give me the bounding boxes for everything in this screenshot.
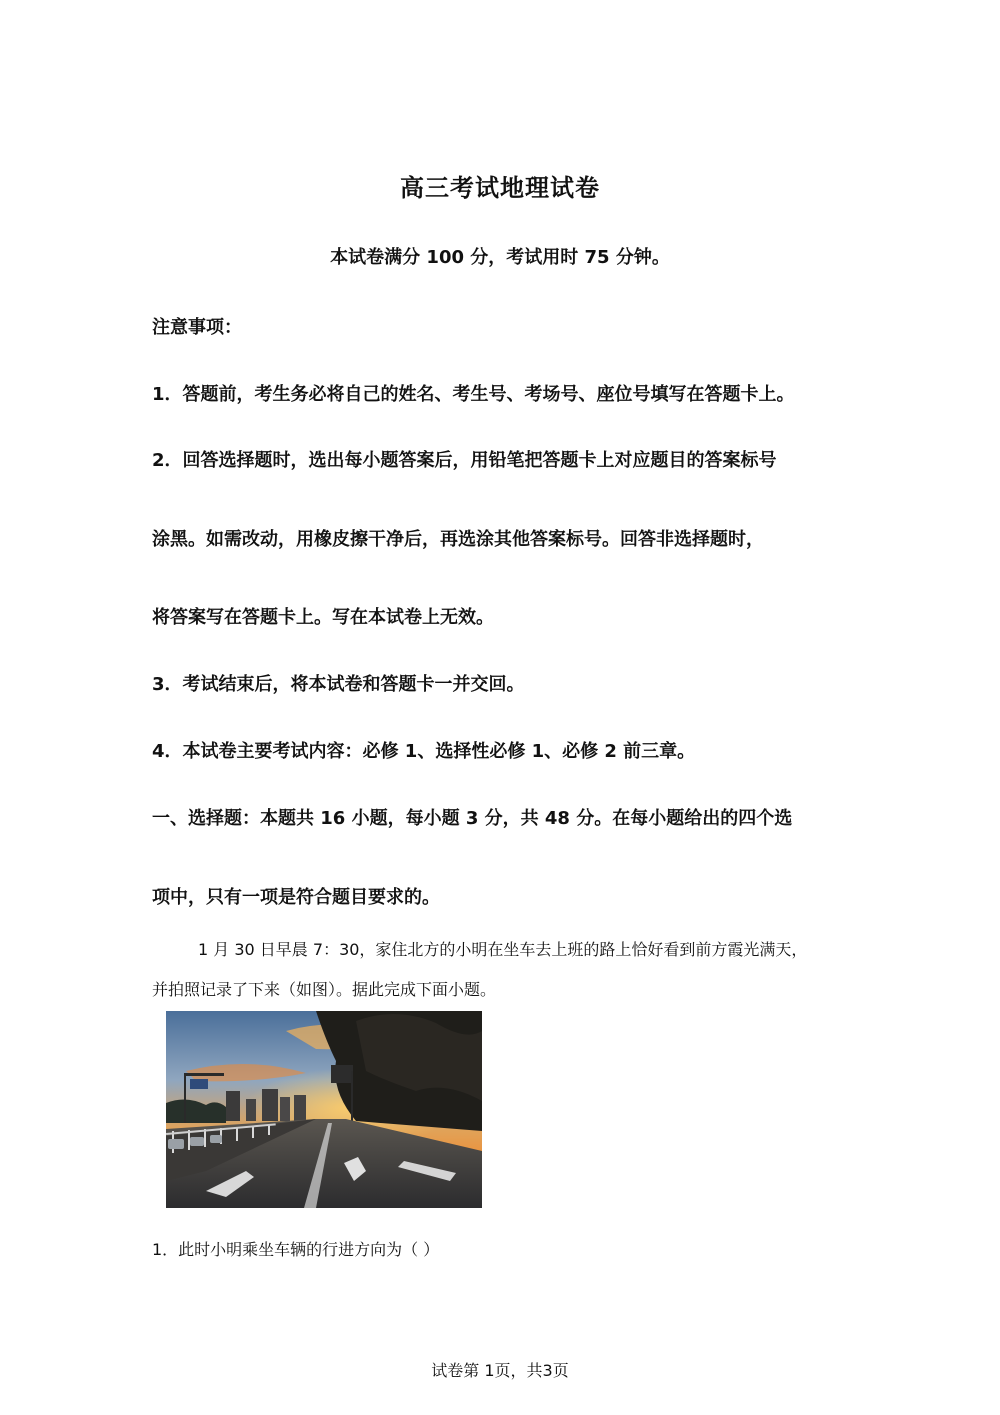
notice-item-2-line-2: 涂黑。如需改动，用橡皮擦干净后，再选涂其他答案标号。回答非选择题时， xyxy=(152,529,764,550)
notice-heading: 注意事项： xyxy=(152,317,242,338)
question-stem-line-1: 1 月 30 日早晨 7：30，家住北方的小明在坐车去上班的路上恰好看到前方霞光满天， xyxy=(198,940,808,959)
notice-item-3: 3．考试结束后，将本试卷和答题卡一并交回。 xyxy=(152,674,525,695)
section-heading-line-1: 一、选择题：本题共 16 小题，每小题 3 分，共 48 分。在每小题给出的四个选 xyxy=(152,808,793,829)
page-footer: 试卷第 1页，共3页 xyxy=(431,1361,569,1380)
exam-title: 高三考试地理试卷 xyxy=(400,174,600,202)
notice-item-4: 4．本试卷主要考试内容：必修 1、选择性必修 1、必修 2 前三章。 xyxy=(152,741,696,762)
notice-item-1: 1．答题前，考生务必将自己的姓名、考生号、考场号、座位号填写在答题卡上。 xyxy=(152,384,795,405)
exam-subtitle: 本试卷满分 100 分，考试用时 75 分钟。 xyxy=(330,247,670,268)
question-1: 1．此时小明乘坐车辆的行进方向为（ ） xyxy=(152,1240,440,1259)
notice-item-2-line-1: 2．回答选择题时，选出每小题答案后，用铅笔把答题卡上对应题目的答案标号 xyxy=(152,450,777,471)
notice-item-2-line-3: 将答案写在答题卡上。写在本试卷上无效。 xyxy=(152,607,494,628)
section-heading-line-2: 项中，只有一项是符合题目要求的。 xyxy=(152,887,440,908)
sunrise-road-photo xyxy=(166,1011,482,1208)
question-stem-line-2: 并拍照记录了下来（如图）。据此完成下面小题。 xyxy=(152,980,497,999)
